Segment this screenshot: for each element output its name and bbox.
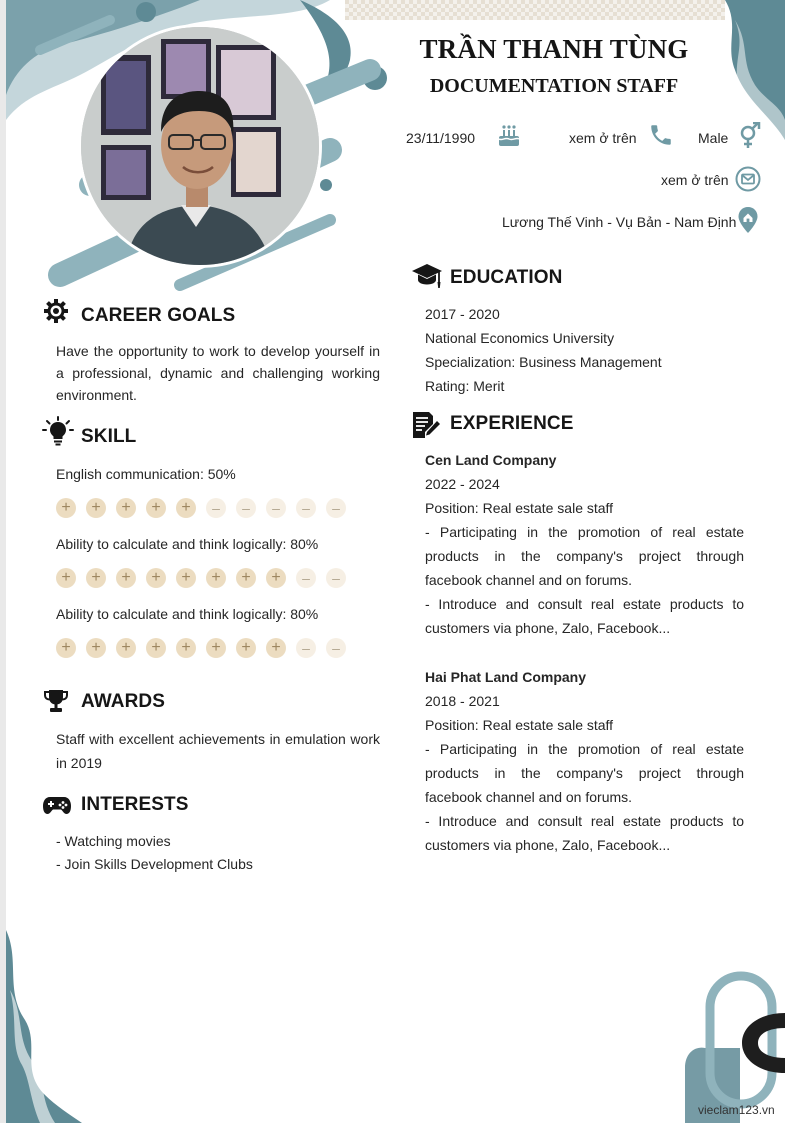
skill-dot-empty: –	[326, 638, 346, 658]
education-specialization: Specialization: Business Management	[425, 354, 662, 370]
job-duty: - Introduce and consult real estate products to customers via phone, Zalo, Facebook...	[425, 596, 744, 636]
gear-icon	[43, 298, 69, 324]
skill-dot-empty: –	[266, 498, 286, 518]
candidate-name: TRẦN THANH TÙNG	[419, 34, 689, 64]
skill-dot-empty: –	[326, 568, 346, 588]
address-text: Lương Thế Vinh - Vụ Bản - Nam Định	[502, 214, 737, 230]
phone-icon	[648, 122, 674, 148]
job-years: 2022 - 2024	[425, 476, 500, 492]
job-duty: - Introduce and consult real estate products to customers via phone, Zalo, Facebook...	[425, 813, 744, 853]
phone-text: xem ở trên	[569, 130, 637, 146]
career-goals-text: Have the opportunity to work to develop yourself in a professional, dynamic and challenging working environment.	[56, 343, 380, 403]
skill-label: Ability to calculate and think logically: 80%	[56, 606, 319, 622]
skill-dot-filled: +	[86, 498, 106, 518]
bottom-right-decoration	[680, 968, 785, 1123]
skill-rating	[56, 568, 346, 588]
skill-dot-empty: –	[296, 568, 316, 588]
job-company: Cen Land Company	[425, 452, 557, 468]
experience-heading: EXPERIENCE	[450, 413, 574, 434]
skill-dot-filled: +	[176, 638, 196, 658]
graduation-cap-icon	[411, 262, 443, 290]
skill-dot-empty: –	[296, 638, 316, 658]
education-school: National Economics University	[425, 330, 615, 346]
skill-dot-filled: +	[86, 568, 106, 588]
skill-dot-filled: +	[236, 638, 256, 658]
education-rating: Rating: Merit	[425, 378, 505, 394]
education-years: 2017 - 2020	[425, 306, 500, 322]
job-position: Position: Real estate sale staff	[425, 500, 614, 516]
career-goals-heading: CAREER GOALS	[81, 305, 236, 326]
skill-dot-filled: +	[116, 568, 136, 588]
skill-dot-filled: +	[116, 498, 136, 518]
top-right-decoration	[345, 0, 785, 140]
skill-dot-filled: +	[116, 638, 136, 658]
bottom-left-decoration	[0, 930, 90, 1123]
birthday-cake-icon	[496, 124, 522, 148]
job-position: Position: Real estate sale staff	[425, 717, 614, 733]
job-years: 2018 - 2021	[425, 693, 500, 709]
skill-dot-filled: +	[266, 638, 286, 658]
interest-item: - Watching movies	[56, 833, 171, 849]
job-duty: - Participating in the promotion of real estate products in the company's project through facebook channel and on forums.	[425, 741, 744, 805]
education-heading: EDUCATION	[450, 267, 563, 288]
skill-dot-empty: –	[326, 498, 346, 518]
skill-label: English communication: 50%	[56, 466, 236, 482]
document-pen-icon	[411, 410, 441, 440]
interest-item: - Join Skills Development Clubs	[56, 856, 253, 872]
awards-heading: AWARDS	[81, 691, 165, 712]
site-watermark: vieclam123.vn	[698, 1103, 775, 1117]
skill-dot-filled: +	[86, 638, 106, 658]
profile-photo	[78, 24, 322, 268]
skill-dot-filled: +	[266, 568, 286, 588]
email-text: xem ở trên	[661, 172, 729, 188]
job-duty: - Participating in the promotion of real estate products in the company's project through facebook channel and on forums.	[425, 524, 744, 588]
job-company: Hai Phat Land Company	[425, 669, 587, 685]
skill-dot-filled: +	[56, 638, 76, 658]
skill-dot-filled: +	[56, 498, 76, 518]
interests-heading: INTERESTS	[81, 794, 189, 815]
skill-label: Ability to calculate and think logically: 80%	[56, 536, 319, 552]
gender-icon	[737, 122, 761, 150]
skill-dot-filled: +	[206, 568, 226, 588]
skill-heading: SKILL	[81, 426, 137, 447]
birthday-text: 23/11/1990	[406, 130, 476, 146]
email-icon	[735, 166, 761, 192]
skill-dot-empty: –	[236, 498, 256, 518]
skill-rating	[56, 498, 346, 518]
skill-rating	[56, 638, 346, 658]
skill-dot-filled: +	[146, 498, 166, 518]
lightbulb-icon	[42, 416, 74, 446]
skill-dot-filled: +	[176, 568, 196, 588]
skill-dot-filled: +	[176, 498, 196, 518]
gender-text: Male	[698, 130, 729, 146]
gamepad-icon	[42, 794, 72, 816]
skill-dot-filled: +	[146, 568, 166, 588]
trophy-icon	[43, 688, 69, 714]
skill-dot-filled: +	[146, 638, 166, 658]
awards-text: Staff with excellent achievements in emulation work in 2019	[56, 731, 380, 771]
skill-dot-empty: –	[206, 498, 226, 518]
location-pin-icon	[737, 206, 759, 234]
skill-dot-filled: +	[206, 638, 226, 658]
job-title: DOCUMENTATION STAFF	[429, 75, 679, 97]
skill-dot-empty: –	[296, 498, 316, 518]
skill-dot-filled: +	[56, 568, 76, 588]
skill-dot-filled: +	[236, 568, 256, 588]
